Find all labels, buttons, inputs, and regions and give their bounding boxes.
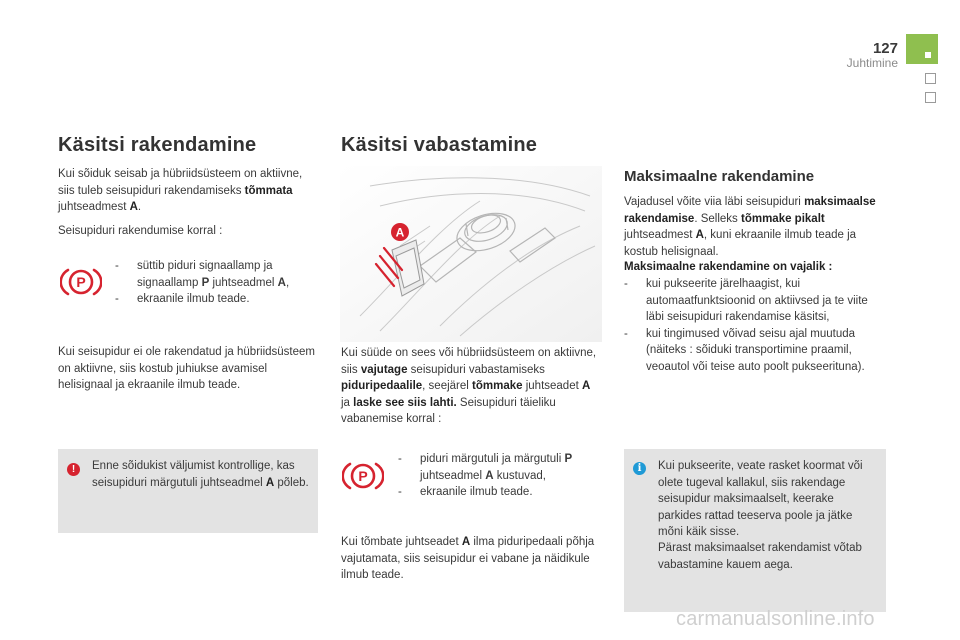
- left-not-applied-paragraph: Kui seisupidur ei ole rakendatud ja hübriidsüsteem on aktiivne, siis kostub juhiukse avamisel helisignaal ja ekraanile ilmub teade.: [58, 346, 315, 391]
- right-info-text: [658, 458, 880, 541]
- text-run: .: [137, 201, 142, 213]
- emphasis-text: vajutage: [360, 363, 408, 376]
- emphasis-text: P: [201, 276, 210, 289]
- text-run: seisupiduri vabastamiseks: [407, 363, 545, 376]
- left-applied-list: [115, 258, 315, 308]
- list-dash: -: [624, 327, 628, 340]
- section-name: Juhtimine: [846, 56, 898, 70]
- console-control-figure: [340, 166, 602, 342]
- list-item: [398, 484, 598, 501]
- text-run: ja: [341, 396, 354, 409]
- right-section-title: Maksimaalne rakendamine: [624, 168, 815, 185]
- list-dash: -: [624, 278, 628, 290]
- parking-brake-warning-icon: [60, 266, 102, 298]
- emphasis-text: A: [277, 276, 286, 289]
- list-item: [115, 258, 315, 291]
- middle-released-list: [398, 451, 598, 501]
- text-run: Kui pukseerite, veate rasket koormat või olete tugeval kallakul, siis rakendage seisupidur maksimaalselt, keerake parkides rattad teeserva poole ja jätke mõni käik sisse.: [658, 460, 863, 538]
- text-run: . Selleks: [694, 212, 741, 225]
- emphasis-text: maksimaalse rakendamise: [624, 196, 876, 225]
- watermark: carmanualsonline.info: [676, 608, 875, 630]
- right-info-text-2: Pärast maksimaalset rakendamist võtab vabastamine kauem aega.: [658, 542, 862, 571]
- info-icon: i: [633, 462, 646, 475]
- text-run: Seisupiduri täieliku vabanemise korral :: [341, 396, 556, 425]
- list-dash: -: [398, 486, 402, 498]
- parking-brake-symbol: P: [76, 274, 86, 290]
- text-run: ekraanile ilmub teade.: [420, 486, 533, 498]
- text-run: põleb.: [274, 476, 309, 489]
- page-number: 127: [872, 40, 898, 57]
- text-run: kui pukseerite järelhaagist, kui automaatfunktsioonid on aktiivsed ja te viite läbi seisupiduri rakendamise käsitsi,: [646, 278, 868, 323]
- middle-outro-paragraph: [341, 534, 603, 584]
- emphasis-text: P: [564, 453, 573, 465]
- chapter-tab-square-icon: [925, 52, 931, 58]
- chapter-marker-square-icon: [925, 92, 936, 103]
- middle-intro-paragraph: [341, 345, 601, 428]
- middle-section-title: Käsitsi vabastamine: [341, 134, 538, 156]
- emphasis-text: tõmmake pikalt: [741, 212, 825, 225]
- text-run: , seejärel: [422, 380, 473, 392]
- text-run: ekraanile ilmub teade.: [137, 293, 250, 305]
- emphasis-text: A: [461, 536, 471, 548]
- parking-brake-symbol: P: [358, 468, 368, 484]
- text-run: juhtseadet: [522, 380, 582, 392]
- text-run: kui tingimused võivad seisu ajal muutuda (näiteks : sõiduki transportimine praamil, veoautol või teise auto poolt pukseerituna).: [646, 327, 865, 373]
- text-run: ,: [285, 276, 290, 289]
- figure-label-a: A: [395, 225, 405, 240]
- emphasis-text: tõmmata: [244, 184, 293, 197]
- warning-icon: !: [67, 463, 80, 476]
- text-run: ilma piduripedaali põhja vajutamata, siis seisupidur ei vabane ja näidikule ilmub teade.: [341, 536, 595, 581]
- emphasis-text: laske see siis lahti.: [353, 396, 457, 409]
- list-item: [624, 276, 886, 326]
- parking-brake-warning-icon: [342, 460, 384, 492]
- chapter-tab: [906, 34, 938, 64]
- text-run: juhtseadmel: [420, 469, 486, 482]
- left-warning-text: [92, 458, 312, 491]
- text-run: juhtseadmest: [624, 229, 696, 241]
- right-intro-paragraph: [624, 194, 886, 260]
- text-run: , kuni ekraanile ilmub teade ja kostub helisignaal.: [624, 229, 857, 258]
- emphasis-text: A: [265, 476, 275, 489]
- left-intro-paragraph: [58, 166, 308, 216]
- text-run: Kui sõiduk seisab ja hübriidsüsteem on aktiivne, siis tuleb seisupiduri rakendamiseks: [58, 168, 303, 197]
- text-run: Vajadusel võite viia läbi seisupiduri: [624, 196, 805, 208]
- list-dash: -: [115, 260, 119, 272]
- list-item: [115, 291, 315, 308]
- emphasis-text: A: [695, 229, 704, 241]
- text-run: piduri märgutuli ja märgutuli: [420, 453, 565, 465]
- right-required-label: Maksimaalne rakendamine on vajalik :: [624, 261, 833, 273]
- list-dash: -: [398, 453, 402, 465]
- emphasis-text: A: [485, 469, 494, 482]
- text-run: Kui tõmbate juhtseadet: [341, 536, 462, 548]
- left-order-label: Seisupiduri rakendumise korral :: [58, 225, 223, 237]
- emphasis-text: A: [582, 380, 591, 392]
- emphasis-text: piduripedaalile: [341, 380, 423, 392]
- text-run: kustuvad,: [493, 469, 546, 482]
- text-run: süttib piduri signaallamp ja signaallamp: [137, 260, 273, 289]
- emphasis-text: A: [129, 201, 138, 213]
- text-run: Kui süüde on sees või hübriidsüsteem on aktiivne, siis: [341, 347, 597, 376]
- list-item: [624, 326, 886, 376]
- chapter-marker-square-icon: [925, 73, 936, 84]
- text-run: Enne sõidukist väljumist kontrollige, kas seisupiduri märgutuli juhtseadmel: [92, 460, 295, 489]
- text-run: juhtseadmest: [58, 201, 130, 213]
- left-section-title: Käsitsi rakendamine: [58, 134, 257, 156]
- list-item: [398, 451, 598, 484]
- right-required-list: [624, 276, 886, 375]
- emphasis-text: tõmmake: [472, 380, 523, 392]
- list-dash: -: [115, 293, 119, 305]
- text-run: juhtseadmel: [209, 276, 278, 289]
